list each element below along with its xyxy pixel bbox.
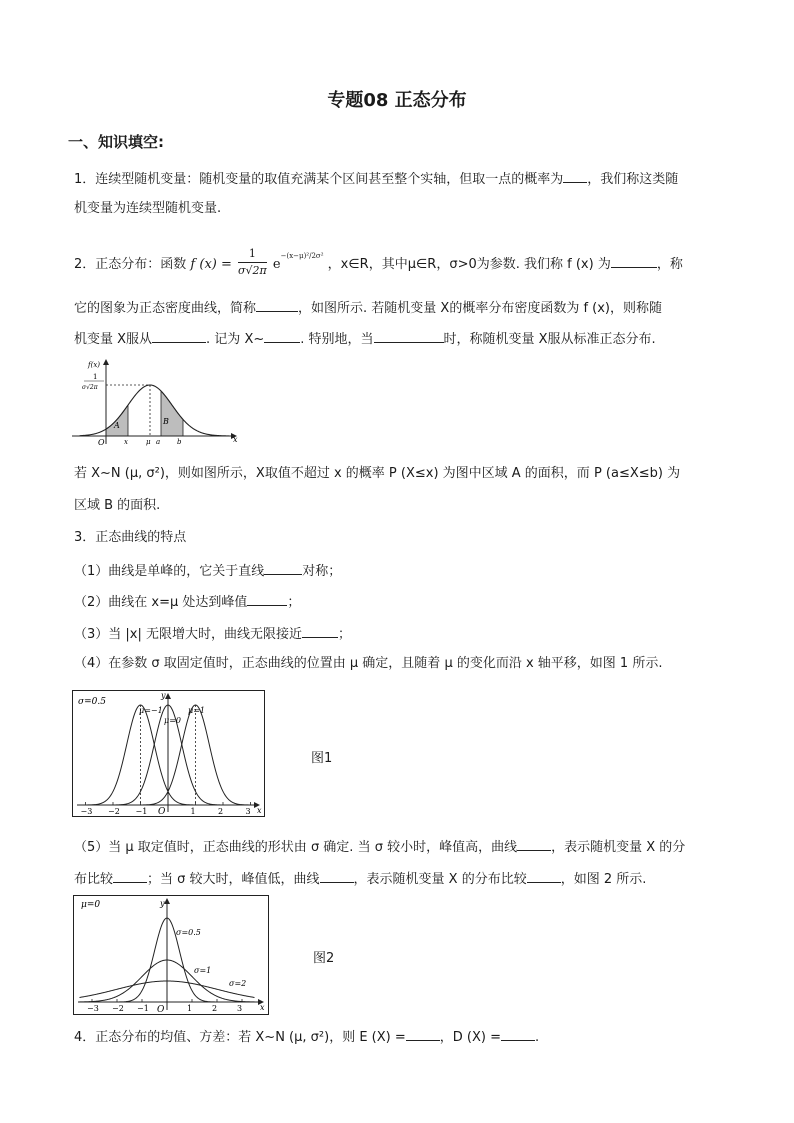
item-3-1a: （1）曲线是单峰的，它关于直线: [74, 564, 265, 579]
section-heading: 一、知识填空:: [68, 133, 164, 151]
fig0-ylabel: f(x): [88, 361, 101, 369]
fig0-tick-x: x: [124, 438, 128, 446]
fig2-label-sigma-1: σ=1: [194, 966, 212, 975]
item-3-5b: ，表示随机变量 X 的分: [551, 840, 686, 855]
item-3-5-line-1: [74, 838, 685, 856]
blank-1: [563, 170, 587, 183]
item-4b: ，D (X) =: [439, 1030, 501, 1045]
blank-4: [152, 330, 206, 343]
blank-5: [264, 330, 300, 343]
item-2-text-c: ，称: [656, 257, 683, 272]
blank-14: [406, 1028, 440, 1041]
figure-2-plot: [74, 896, 268, 1014]
fig0-origin: O: [98, 438, 105, 447]
figure-1-plot: [73, 691, 264, 816]
formula-fraction: [238, 246, 267, 279]
item-3-3b: ；: [338, 627, 352, 642]
fig2-label-sigma-05: σ=0.5: [176, 928, 201, 937]
fig0-region-b: [161, 391, 183, 436]
item-2-after-1: 若 X~N (μ, σ²)，则如图所示，X取值不超过 x 的概率 P (X≤x) 为图中区域 A 的面积，而 P (a≤X≤b) 为: [74, 466, 681, 481]
item-2-text-b: ，x∈R，其中μ∈R，σ>0为参数. 我们称 f (x) 为: [327, 257, 611, 272]
fig0-label-b: B: [163, 417, 169, 426]
item-2-line-3d: 时，称随机变量 X服从标准正态分布.: [443, 332, 656, 347]
item-3-5e: ，表示随机变量 X 的分布比较: [353, 872, 527, 887]
figure-2-frame: [73, 895, 269, 1015]
fig0-tick-b: b: [177, 438, 182, 446]
blank-10: [517, 838, 551, 851]
exp-power: −(x−μ)²/2σ²: [280, 251, 324, 260]
item-2-line-2: [74, 299, 662, 317]
fraction-denominator: σ√2π: [238, 264, 267, 277]
exp-e: e: [272, 257, 281, 272]
fig2-ylabel: y: [160, 899, 165, 908]
fig2-tick-label: 1: [187, 1004, 193, 1013]
blank-12: [320, 870, 354, 883]
blank-15: [501, 1028, 535, 1041]
item-3-heading: 3．正态曲线的特点: [74, 530, 187, 545]
item-3-5c: 布比较: [74, 872, 114, 887]
blank-9: [302, 625, 338, 638]
item-1-text-end: ，我们称这类随: [587, 172, 679, 187]
fig2-mu-label: μ=0: [81, 900, 101, 910]
item-2-text: 2．正态分布：函数: [74, 257, 187, 272]
item-3-4: （4）在参数 σ 取固定值时，正态曲线的位置由 μ 确定，且随着 μ 的变化而沿 x 轴平移，如图 1 所示.: [74, 656, 663, 671]
fig1-ylabel: y: [161, 691, 166, 700]
fig1-label-mu-0: μ=0: [164, 716, 181, 725]
figure-2-caption: 图2: [313, 951, 335, 966]
item-2-after-2: 区域 B 的面积.: [74, 498, 161, 513]
fig2-label-sigma-2: σ=2: [229, 979, 247, 988]
fig1-tick-label: 3: [245, 807, 251, 816]
item-3-5f: ，如图 2 所示.: [560, 872, 647, 887]
fig2-tick-label: −3: [87, 1004, 99, 1013]
item-3-3: [74, 625, 351, 643]
fig1-label-mu-neg1: μ=−1: [139, 706, 163, 715]
item-3-1b: 对称；: [302, 564, 342, 579]
item-1-line-1: [74, 170, 678, 188]
item-3-5a: （5）当 μ 取定值时，正态曲线的形状由 σ 确定. 当 σ 较小时，峰值高，曲线: [74, 840, 518, 855]
blank-11: [113, 870, 147, 883]
item-3-2b: ；: [287, 595, 301, 610]
fig1-ticks: [81, 802, 251, 816]
blank-8: [247, 593, 287, 606]
density-region-figure: [70, 356, 242, 448]
fig2-ticks: [87, 999, 242, 1013]
figure-1-frame: [72, 690, 265, 817]
item-2-line-2b: ，如图所示. 若随机变量 X的概率分布密度函数为 f (x)，则称随: [298, 301, 662, 316]
item-2-line-3a: 机变量 X服从: [74, 332, 153, 347]
item-1-line-2: 机变量为连续型随机变量.: [74, 201, 222, 216]
fig0-peak-num: 1: [93, 373, 98, 381]
item-4: [74, 1028, 539, 1046]
fig2-xlabel: x: [260, 1003, 265, 1012]
fig1-sigma-label: σ=0.5: [78, 697, 106, 707]
item-3-2: [74, 593, 300, 611]
fig2-tick-label: 3: [237, 1004, 243, 1013]
fig2-tick-label: −1: [137, 1004, 149, 1013]
fraction-numerator: 1: [238, 246, 267, 263]
fig1-tick-label: −2: [108, 807, 120, 816]
item-1-text: 1．连续型随机变量：随机变量的取值充满某个区间甚至整个实轴，但取一点的概率为: [74, 172, 564, 187]
item-4a: 4．正态分布的均值、方差：若 X~N (μ, σ²)，则 E (X) =: [74, 1030, 406, 1045]
blank-6: [374, 330, 444, 343]
fig1-tick-label: 1: [190, 807, 196, 816]
fig2-tick-label: −2: [112, 1004, 124, 1013]
fig1-tick-label: −1: [135, 807, 148, 816]
fig0-density-curve: [80, 385, 230, 436]
item-2-line-3b: . 记为 X~: [206, 332, 265, 347]
item-2-line-2a: 它的图象为正态密度曲线，简称: [74, 301, 257, 316]
blank-3: [256, 299, 298, 312]
item-3-3a: （3）当 |x| 无限增大时，曲线无限接近: [74, 627, 302, 642]
item-4c: .: [534, 1030, 540, 1045]
blank-13: [527, 870, 561, 883]
formula-fx: f (x) =: [190, 257, 232, 272]
fig0-peak-den: σ√2π: [82, 384, 98, 391]
fig1-origin: O: [158, 807, 166, 816]
fig0-tick-a: a: [156, 438, 161, 446]
item-2-line-3c: . 特别地，当: [300, 332, 374, 347]
item-3-1: [74, 562, 341, 580]
fig1-tick-label: −3: [80, 807, 93, 816]
fig0-tick-mu: μ: [146, 438, 151, 446]
item-3-2a: （2）曲线在 x=μ 处达到峰值: [74, 595, 248, 610]
blank-2: [611, 255, 657, 268]
page-title: 专题08 正态分布: [327, 90, 467, 111]
item-2-line-1: [74, 248, 683, 281]
item-3-5-line-2: [74, 870, 646, 888]
item-3-5d: ；当 σ 较大时，峰值低，曲线: [147, 872, 320, 887]
fig1-label-mu-1: μ=1: [188, 706, 205, 715]
fig2-tick-label: 2: [212, 1004, 218, 1013]
blank-7: [264, 562, 302, 575]
item-2-line-3: [74, 330, 656, 348]
fig1-xlabel: x: [257, 806, 262, 815]
fig2-origin: O: [157, 1005, 165, 1014]
fig0-xlabel: x: [233, 435, 238, 444]
figure-1-caption: 图1: [311, 751, 333, 766]
fig0-label-a: A: [114, 421, 120, 430]
fig1-tick-label: 2: [218, 807, 224, 816]
